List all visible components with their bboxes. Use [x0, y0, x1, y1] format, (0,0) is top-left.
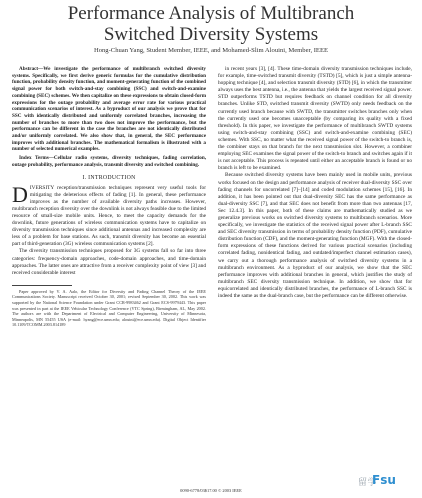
footnote-rule — [12, 285, 72, 286]
drop-cap: D — [12, 181, 28, 207]
section-heading: I. INTRODUCTION — [82, 174, 136, 181]
watermark-cn-text: 留学 — [358, 478, 378, 488]
intro-paragraph-1-text: IVERSITY reception/transmission techniques represent very useful tools for mitigating the deleterious effects of fading [1]. In general, these performance improves as the number of available diversity paths increases. However, multibranch reception diversity over the downlink is not always feasible due to the limited resource of small-size mobile units. Hence, to meet the capacity demands for the downlink, future generations of wireless communication systems have to capitalize on diversity transmission techniques since additional antennas and increased complexity are less of a problem for base stations. As such, transmit diversity has become an essential part of third-generation (3G) wireless communication systems [2]. — [12, 184, 206, 248]
watermark-logo-text: Fsu — [372, 473, 396, 487]
footnote: Paper approved by V. A. Aalo, the Editor for Diversity and Fading Channel Theory of the IEEE Communications Society. Manuscript received October 30, 2001; revised September 30, 2002. This work was supported by the National Science Foundation under Grant CCR-9983462 and Grant ECS-9979443. This paper was presented in part at the IEEE Vehicular Technology Conference (VTC Spring), Birmingham, AL, May 2002. The authors are with the Department of Electrical and Computer Engineering, University of Minnesota, Minneapolis, MN 55455 USA (e-mail: hyang@ece.umn.edu; alouini@ece.umn.edu). Digital Object Identifier 10.1109/TCOMM.2003.814189 — [12, 288, 206, 328]
index-terms: Index Terms—Cellular radio systems, diversity techniques, fading correlation, outage probability, performance analysis, transmit diversity and switched combining. — [12, 155, 206, 168]
right-paragraph-1: in recent years [3], [4]. These time-domain diversity transmission techniques include, for example, time-switched transmit diversity (TSTD) [5], which is just a simple antenna-hopping technique [4], and selection transmit diversity (STD) [6], in which the transmitter always uses the best antenna, i.e., the antenna that yields the largest received signal power. STD outperforms TSTD but requires feedback on channel condition for all diversity branches. Unlike STD, switched transmit diversity (SWTD) only needs feedback on the currently used branch because with SWTD, the transmitter switches branches only when the currently used one becomes unacceptable (by comparing its quality with a fixed threshold). In this paper, we investigate the performance of multibranch SWTD systems using switch-and-stay combining (SSC) and switch-and-examine combining (SEC) schemes. With SSC, no matter what the received signal power of the switch-to branch is, the combiner stays on that branch for the next transmission slot. However, a combiner employing SEC examines the signal power of the switch-to branch and switches again if it is not acceptable. This process is repeated until either an acceptable branch is found or no branch is left to be examined. — [218, 66, 412, 172]
right-paragraph-2: Because switched diversity systems have been mainly used in mobile units, previous works focused on the design and performance analysis of receiver dual-diversity SSC over fading channels for uncorrelated [7]–[14] and coded modulation schemes [15], [16]. In addition, it has been pointed out that dual-diversity SEC has the same performance as dual-diversity SSC [7], and that SEC does not benefit from more than two antennas [17, Sec 12.4.3]. In this paper, both of these claims are mathematically studied as we generalize previous works on switched diversity systems to multibranch scenarios. More specifically, we investigate the statistics of the received signal power after L-branch SSC and SEC diversity transmission in terms of probability density function (PDF), cumulative distribution function (CDF), and the moment-generating function (MGF). With the closed-form expressions of these functions derived for various practical scenarios (including correlated fading, nonidentical fading, and outdated/imperfect channel estimation cases), we carry out a thorough performance analysis of switched diversity systems in a multibranch environment. As a byproduct of our analysis, we show that the SEC performance improves with additional branches in general, which justifies the study of multibranch SEC diversity transmission technique. In addition, we show that for equicorrelated and identically distributed branches, the performance of L-branch SSC is indeed the same as the dual-branch case, but the performance can be different otherwise. — [218, 172, 412, 299]
watermark-logo — [358, 473, 422, 493]
author-line: Hong-Chuan Yang, Student Member, IEEE, and Mohamed-Slim Alouini, Member, IEEE — [93, 47, 329, 54]
title-line-1: Performance Analysis of Multibranch — [67, 3, 355, 24]
intro-paragraph-1 — [12, 181, 206, 249]
right-column — [218, 66, 412, 300]
paper-title — [0, 3, 422, 45]
intro-paragraph-2: The diversity transmission techniques proposed for 3G systems fall so far into three categories: frequency-domain approaches, code-domain approaches, and time-domain approaches. The latter ones are attractive from a receiver complexity point of view [3] and received considerable interest — [12, 248, 206, 276]
abstract: Abstract—We investigate the performance of multibranch switched diversity systems. Specifically, we first derive generic formulas for the cumulative distribution function, probability density function, and moment-generating function of the combined signal power for both switch-and-stay combining (SSC) and switch-and-examine combining (SEC) schemes. We then capitalize on these expressions to obtain closed-form expressions for the outage probability and average error rate for various practical communication scenarios of interest. As a byproduct of our analysis we prove that for SSC with identically distributed and uniformly correlated branches, increasing the number of branches to more than two does not improve the performance, but the performance can be different in the case the branches are not identically distributed and/or uniformly correlated. We also show that, in general, the SEC performance improves with additional branches. The mathematical formalism is illustrated with a number of selected numerical examples. — [12, 66, 206, 153]
title-line-2: Switched Diversity Systems — [103, 24, 319, 45]
page-footer: 0090-6778/03$17.00 © 2003 IEEE — [180, 488, 242, 493]
left-column — [12, 66, 206, 328]
